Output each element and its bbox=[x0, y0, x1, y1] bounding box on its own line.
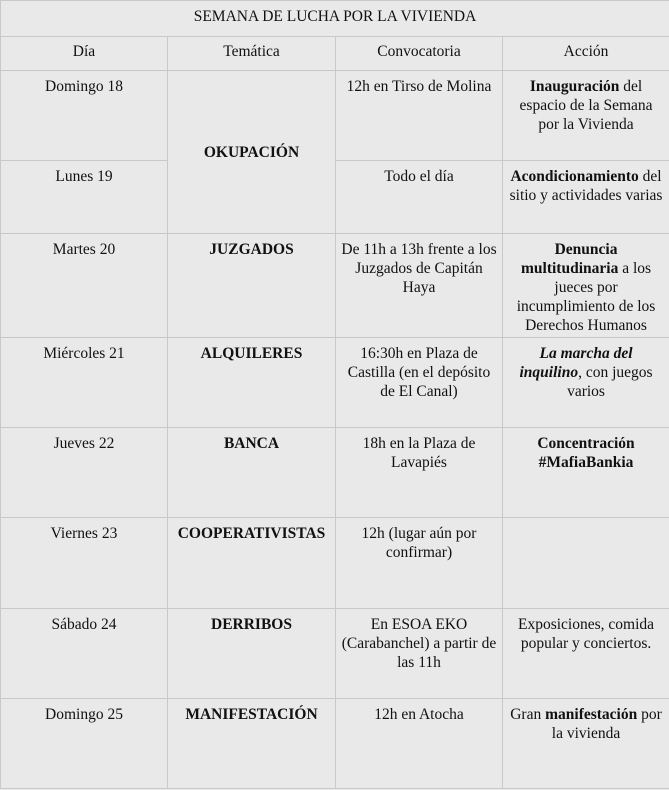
accion-cell bbox=[503, 71, 669, 161]
accion-cell bbox=[503, 518, 669, 609]
table-row bbox=[1, 518, 669, 609]
accion-text: Exposiciones, comida popular y conciertos. bbox=[518, 616, 655, 652]
convocatoria-cell: 18h en la Plaza de Lavapiés bbox=[336, 428, 503, 518]
accion-bold-italic: La marcha del inquilino bbox=[519, 345, 633, 381]
accion-text: , con juegos varios bbox=[567, 364, 653, 400]
dia-cell: Sábado 24 bbox=[1, 609, 168, 699]
tematica-cell: MANIFESTACIÓN bbox=[168, 699, 336, 789]
tematica-cell: ALQUILERES bbox=[168, 338, 336, 428]
dia-cell: Domingo 25 bbox=[1, 699, 168, 789]
accion-bold: Concentración #MafiaBankia bbox=[537, 435, 635, 471]
tematica-cell: OKUPACIÓN bbox=[168, 71, 336, 234]
tematica-cell: BANCA bbox=[168, 428, 336, 518]
accion-bold: Denuncia multitudinaria bbox=[521, 241, 619, 277]
accion-text: por la vivienda bbox=[551, 706, 662, 742]
header-convocatoria: Convocatoria bbox=[336, 37, 503, 71]
dia-cell: Jueves 22 bbox=[1, 428, 168, 518]
table-row bbox=[1, 609, 669, 699]
accion-cell bbox=[503, 428, 669, 518]
table-row bbox=[1, 338, 669, 428]
table-row bbox=[1, 428, 669, 518]
convocatoria-cell: 12h en Atocha bbox=[336, 699, 503, 789]
dia-cell: Viernes 23 bbox=[1, 518, 168, 609]
dia-cell: Domingo 18 bbox=[1, 71, 168, 161]
tematica-cell: DERRIBOS bbox=[168, 609, 336, 699]
accion-cell bbox=[503, 699, 669, 789]
table-row bbox=[1, 234, 669, 338]
accion-cell bbox=[503, 234, 669, 338]
accion-pre: Gran bbox=[510, 706, 546, 723]
convocatoria-cell: De 11h a 13h frente a los Juzgados de Capitán Haya bbox=[336, 234, 503, 338]
accion-bold: Acondicionamiento bbox=[510, 168, 639, 185]
table-row bbox=[1, 161, 669, 234]
accion-bold: manifestación bbox=[545, 706, 638, 723]
tematica-cell: JUZGADOS bbox=[168, 234, 336, 338]
header-accion: Acción bbox=[503, 37, 669, 71]
accion-cell bbox=[503, 609, 669, 699]
table-title: SEMANA DE LUCHA POR LA VIVIENDA bbox=[1, 1, 669, 37]
convocatoria-cell: Todo el día bbox=[336, 161, 503, 234]
header-tematica: Temática bbox=[168, 37, 336, 71]
header-dia: Día bbox=[1, 37, 168, 71]
accion-bold: Inauguración bbox=[529, 78, 620, 95]
table-row bbox=[1, 71, 669, 161]
convocatoria-cell: 12h (lugar aún por confirmar) bbox=[336, 518, 503, 609]
convocatoria-cell: 12h en Tirso de Molina bbox=[336, 71, 503, 161]
convocatoria-cell: 16:30h en Plaza de Castilla (en el depósito de El Canal) bbox=[336, 338, 503, 428]
table-row bbox=[1, 699, 669, 789]
tematica-cell: COOPERATIVISTAS bbox=[168, 518, 336, 609]
accion-text: a los jueces por incumplimiento de los Derechos Humanos bbox=[516, 260, 656, 334]
accion-cell bbox=[503, 161, 669, 234]
dia-cell: Lunes 19 bbox=[1, 161, 168, 234]
dia-cell: Miércoles 21 bbox=[1, 338, 168, 428]
dia-cell: Martes 20 bbox=[1, 234, 168, 338]
accion-text: del espacio de la Semana por la Vivienda bbox=[519, 78, 653, 133]
convocatoria-cell: En ESOA EKO (Carabanchel) a partir de las 11h bbox=[336, 609, 503, 699]
accion-cell bbox=[503, 338, 669, 428]
accion-text: del sitio y actividades varias bbox=[509, 168, 663, 204]
